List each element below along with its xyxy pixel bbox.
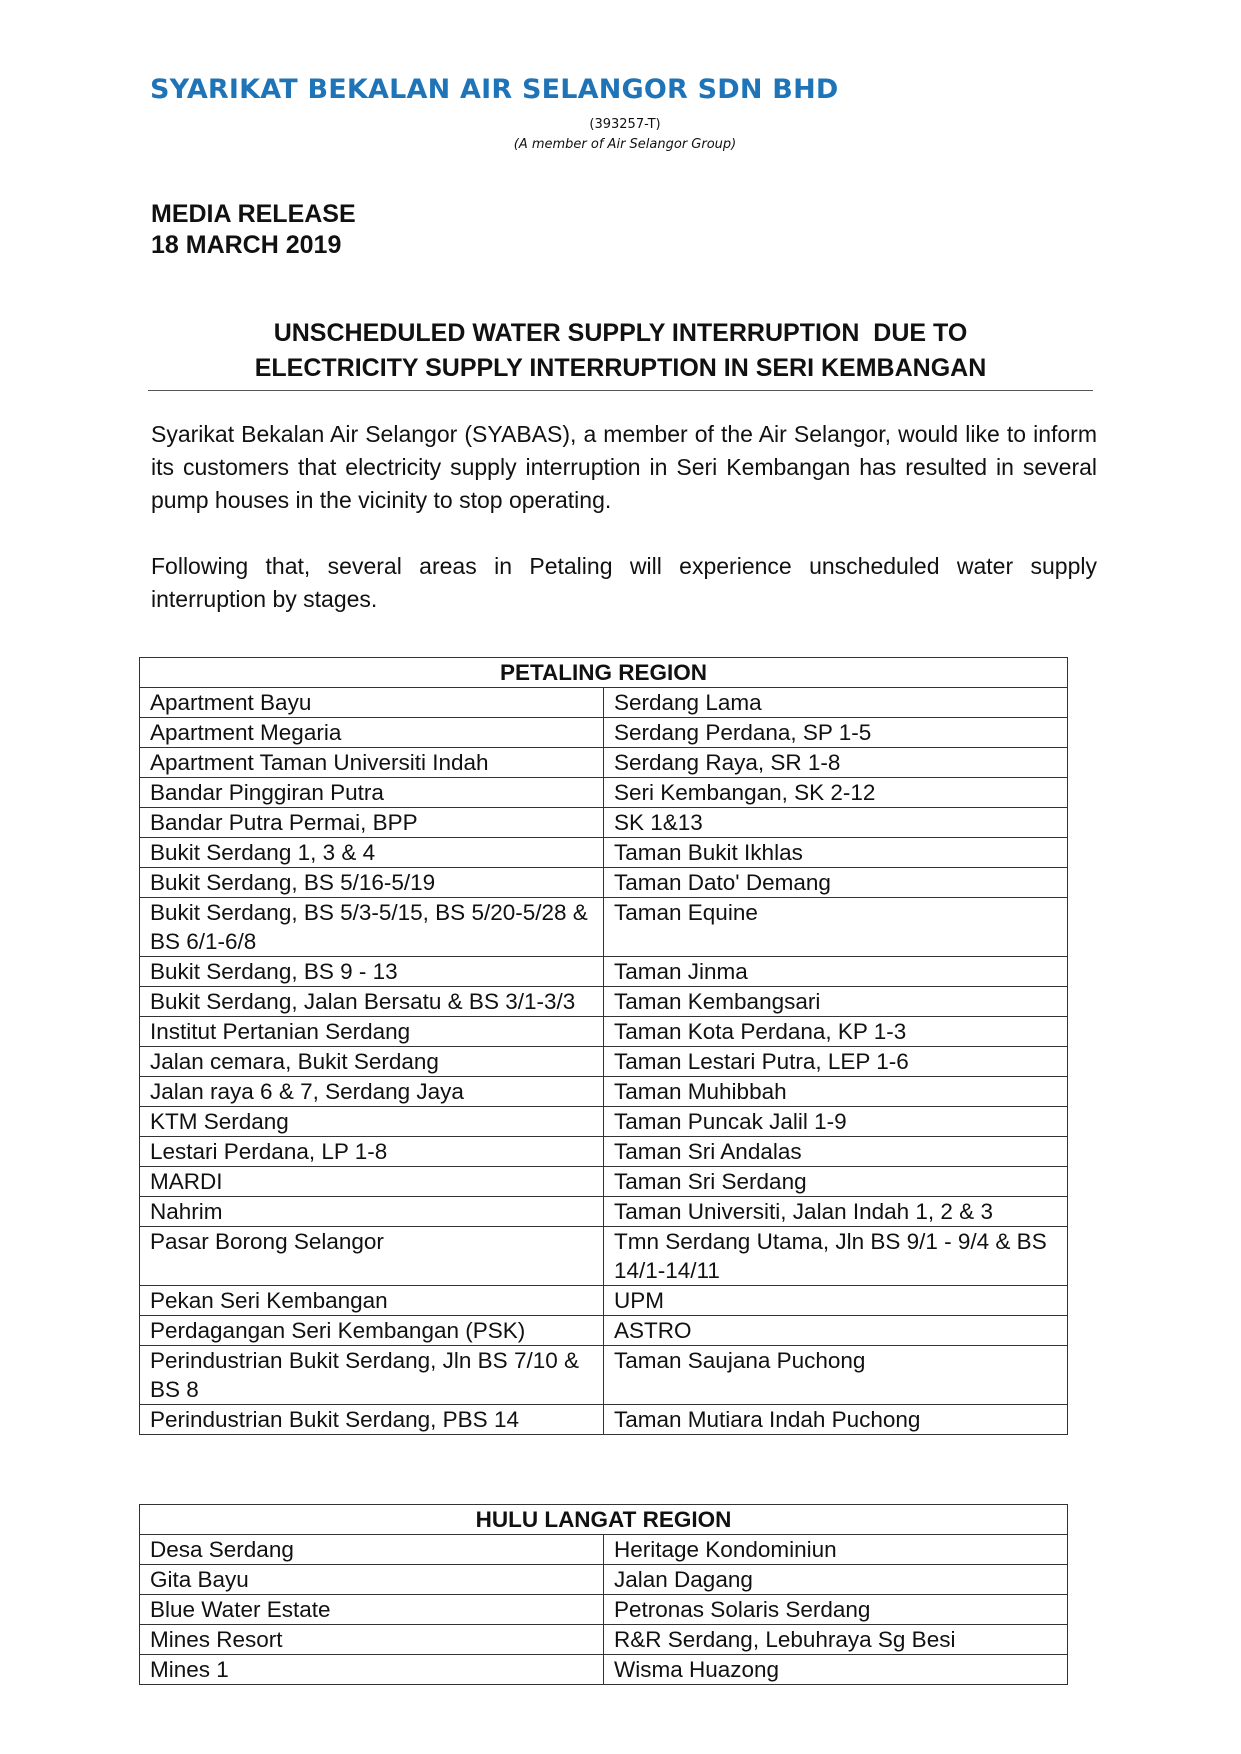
area-cell-left: Gita Bayu	[140, 1565, 604, 1595]
table-row	[140, 1167, 1068, 1197]
table-row	[140, 987, 1068, 1017]
area-cell-right: Tmn Serdang Utama, Jln BS 9/1 - 9/4 & BS 14/1-14/11	[604, 1227, 1068, 1286]
area-cell-left: Apartment Bayu	[140, 688, 604, 718]
table-row	[140, 1137, 1068, 1167]
table-row	[140, 1346, 1068, 1405]
area-cell-right: Taman Equine	[604, 898, 1068, 957]
table-row	[140, 1625, 1068, 1655]
area-cell-right: Taman Jinma	[604, 957, 1068, 987]
table-row	[140, 1017, 1068, 1047]
area-cell-left: Perindustrian Bukit Serdang, Jln BS 7/10 & BS 8	[140, 1346, 604, 1405]
area-cell-left: Pekan Seri Kembangan	[140, 1286, 604, 1316]
table-row	[140, 748, 1068, 778]
area-cell-left: Perindustrian Bukit Serdang, PBS 14	[140, 1405, 604, 1435]
table-row	[140, 868, 1068, 898]
table-row	[140, 1107, 1068, 1137]
area-cell-right: Serdang Lama	[604, 688, 1068, 718]
page-title	[148, 316, 1093, 386]
area-cell-right: ASTRO	[604, 1316, 1068, 1346]
release-label: MEDIA RELEASE	[151, 200, 356, 228]
table-row	[140, 898, 1068, 957]
table-row	[140, 1077, 1068, 1107]
area-cell-right: Taman Dato' Demang	[604, 868, 1068, 898]
table-row	[140, 1565, 1068, 1595]
release-date: 18 MARCH 2019	[151, 231, 342, 259]
title-divider	[148, 390, 1093, 391]
area-cell-left: Bandar Pinggiran Putra	[140, 778, 604, 808]
area-cell-right: Serdang Perdana, SP 1-5	[604, 718, 1068, 748]
title-line-2: ELECTRICITY SUPPLY INTERRUPTION IN SERI KEMBANGAN	[254, 354, 987, 382]
area-cell-left: Bukit Serdang, BS 9 - 13	[140, 957, 604, 987]
area-cell-left: Mines Resort	[140, 1625, 604, 1655]
petaling-region-table	[139, 657, 1068, 1435]
table-row	[140, 1316, 1068, 1346]
area-cell-left: Jalan raya 6 & 7, Serdang Jaya	[140, 1077, 604, 1107]
table-row	[140, 1047, 1068, 1077]
table-row	[140, 957, 1068, 987]
area-cell-left: Desa Serdang	[140, 1535, 604, 1565]
table-row	[140, 688, 1068, 718]
area-cell-right: Wisma Huazong	[604, 1655, 1068, 1685]
area-cell-right: Heritage Kondominiun	[604, 1535, 1068, 1565]
member-note: (A member of Air Selangor Group)	[513, 137, 737, 152]
area-cell-right: Seri Kembangan, SK 2-12	[604, 778, 1068, 808]
area-cell-right: Taman Sri Andalas	[604, 1137, 1068, 1167]
area-cell-right: Jalan Dagang	[604, 1565, 1068, 1595]
area-cell-left: Bukit Serdang, BS 5/16-5/19	[140, 868, 604, 898]
area-cell-right: SK 1&13	[604, 808, 1068, 838]
area-cell-left: KTM Serdang	[140, 1107, 604, 1137]
table-row	[140, 1197, 1068, 1227]
area-cell-left: Bukit Serdang, Jalan Bersatu & BS 3/1-3/3	[140, 987, 604, 1017]
area-cell-right: Taman Kembangsari	[604, 987, 1068, 1017]
table-row	[140, 718, 1068, 748]
title-line-1: UNSCHEDULED WATER SUPPLY INTERRUPTION DUE TO	[273, 319, 968, 347]
area-cell-right: Taman Sri Serdang	[604, 1167, 1068, 1197]
area-cell-right: Taman Lestari Putra, LEP 1-6	[604, 1047, 1068, 1077]
table-row	[140, 1655, 1068, 1685]
area-cell-left: Mines 1	[140, 1655, 604, 1685]
area-cell-left: Nahrim	[140, 1197, 604, 1227]
area-cell-left: Bandar Putra Permai, BPP	[140, 808, 604, 838]
release-block	[151, 199, 356, 261]
registration-number: (393257-T)	[589, 117, 661, 132]
area-cell-right: UPM	[604, 1286, 1068, 1316]
area-cell-right: Taman Universiti, Jalan Indah 1, 2 & 3	[604, 1197, 1068, 1227]
area-cell-left: Blue Water Estate	[140, 1595, 604, 1625]
area-cell-left: Bukit Serdang 1, 3 & 4	[140, 838, 604, 868]
table-row	[140, 1595, 1068, 1625]
area-cell-left: Lestari Perdana, LP 1-8	[140, 1137, 604, 1167]
area-cell-right: Serdang Raya, SR 1-8	[604, 748, 1068, 778]
area-cell-right: Taman Kota Perdana, KP 1-3	[604, 1017, 1068, 1047]
table-row	[140, 1227, 1068, 1286]
area-cell-right: Petronas Solaris Serdang	[604, 1595, 1068, 1625]
area-cell-right: Taman Saujana Puchong	[604, 1346, 1068, 1405]
table-row	[140, 1286, 1068, 1316]
area-cell-left: Pasar Borong Selangor	[140, 1227, 604, 1286]
area-cell-left: MARDI	[140, 1167, 604, 1197]
table-row	[140, 1535, 1068, 1565]
area-cell-right: Taman Muhibbah	[604, 1077, 1068, 1107]
table-row	[140, 778, 1068, 808]
table-row	[140, 838, 1068, 868]
area-cell-left: Perdagangan Seri Kembangan (PSK)	[140, 1316, 604, 1346]
area-cell-right: Taman Mutiara Indah Puchong	[604, 1405, 1068, 1435]
area-cell-right: R&R Serdang, Lebuhraya Sg Besi	[604, 1625, 1068, 1655]
area-cell-right: Taman Puncak Jalil 1-9	[604, 1107, 1068, 1137]
table-heading: HULU LANGAT REGION	[140, 1505, 1068, 1535]
table-row	[140, 1405, 1068, 1435]
hulu-langat-region-table	[139, 1504, 1068, 1685]
paragraph-areas: Following that, several areas in Petaling will experience unscheduled water supply interruption by stages.	[151, 553, 1097, 612]
area-cell-left: Institut Pertanian Serdang	[140, 1017, 604, 1047]
company-name: SYARIKAT BEKALAN AIR SELANGOR SDN BHD	[150, 74, 839, 105]
area-cell-left: Apartment Taman Universiti Indah	[140, 748, 604, 778]
paragraph-intro: Syarikat Bekalan Air Selangor (SYABAS), a member of the Air Selangor, would like to inform its customers that electricity supply interruption in Seri Kembangan has resulted in several pump houses in the vicinity to stop operating.	[151, 421, 1097, 513]
table-heading: PETALING REGION	[140, 658, 1068, 688]
area-cell-right: Taman Bukit Ikhlas	[604, 838, 1068, 868]
area-cell-left: Apartment Megaria	[140, 718, 604, 748]
area-cell-left: Jalan cemara, Bukit Serdang	[140, 1047, 604, 1077]
table-row	[140, 808, 1068, 838]
area-cell-left: Bukit Serdang, BS 5/3-5/15, BS 5/20-5/28 & BS 6/1-6/8	[140, 898, 604, 957]
